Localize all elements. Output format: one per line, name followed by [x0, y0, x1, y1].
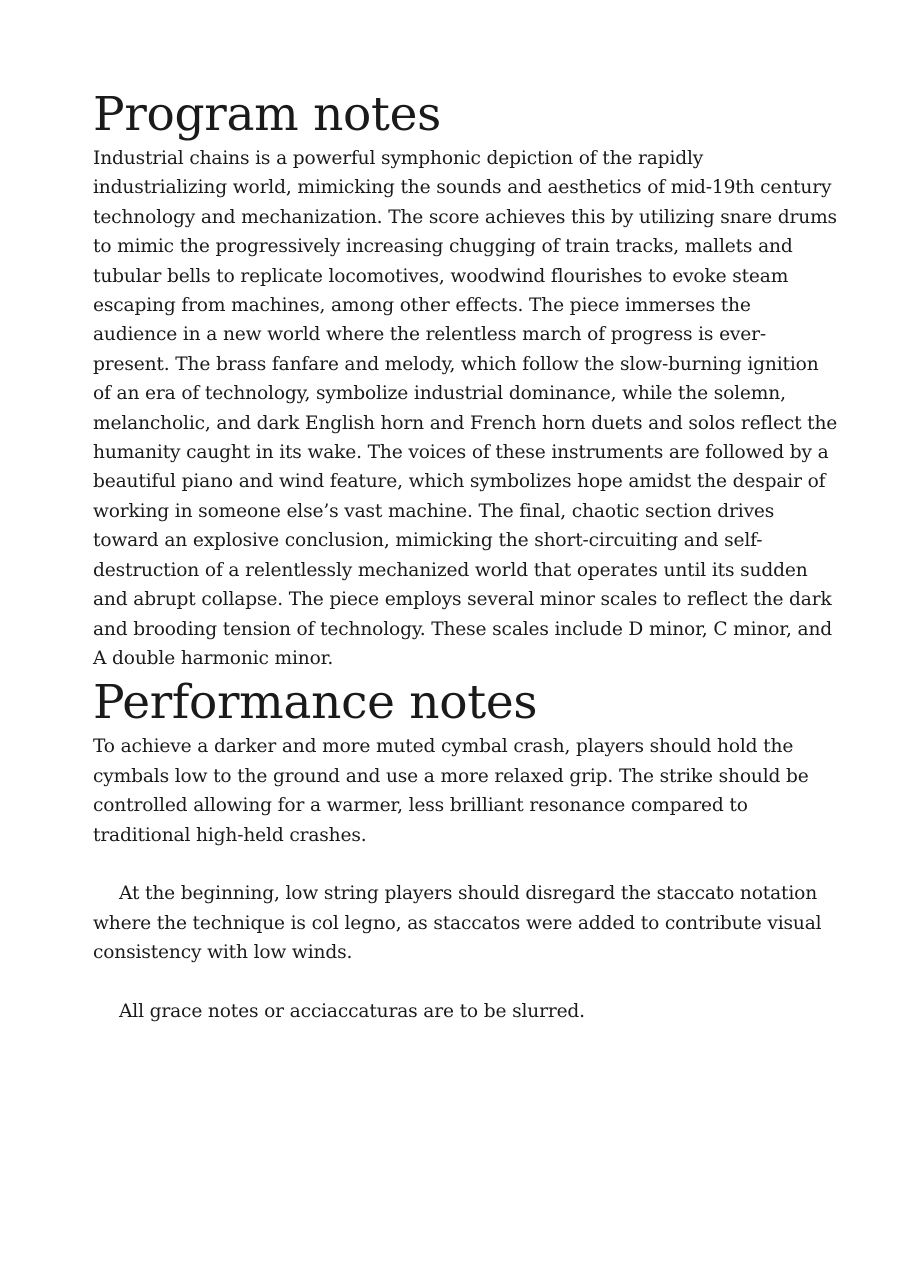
performance-note-cymbals: To achieve a darker and more muted cymbal crash, players should hold the cymbals low to the ground and use a more relaxed grip. The strike should be controlled allowing for a warmer, less brilliant resonance compared to traditional high-held crashes. — [93, 736, 809, 846]
performance-notes-heading: Performance notes — [93, 675, 538, 731]
performance-note-grace-notes: All grace notes or acciaccaturas are to be slurred. — [119, 1000, 585, 1022]
paragraph-spacer — [93, 968, 838, 997]
performance-note-col-legno: At the beginning, low string players should disregard the staccato notation where the technique is col legno, as staccatos were added to contribute visual consistency with low winds. — [93, 883, 822, 964]
document-page — [93, 86, 838, 1026]
program-notes-body: Industrial chains is a powerful symphonic depiction of the rapidly industrializing world, mimicking the sounds and aesthetics of mid-19th century technology and mechanization. The score achieves this by utilizing snare drums to mimic the progressively increasing chugging of train tracks, mallets and tubular bells to replicate locomotives, woodwind flourishes to evoke steam escaping from machines, among other effects. The piece immerses the audience in a new world where the relentless march of progress is ever-present. The brass fanfare and melody, which follow the slow-burning ignition of an era of technology, symbolize industrial dominance, while the solemn, melancholic, and dark English horn and French horn duets and solos reflect the humanity caught in its wake. The voices of these instruments are followed by a beautiful piano and wind feature, which symbolizes hope amidst the despair of working in someone else’s vast machine. The final, chaotic section drives toward an explosive conclusion, mimicking the short-circuiting and self-destruction of a relentlessly mechanized world that operates until its sudden and abrupt collapse. The piece employs several minor scales to reflect the dark and brooding tension of technology. These scales include D minor, C minor, and A double harmonic minor. — [93, 148, 838, 669]
paragraph-spacer — [93, 850, 838, 879]
program-notes-heading: Program notes — [93, 87, 441, 142]
